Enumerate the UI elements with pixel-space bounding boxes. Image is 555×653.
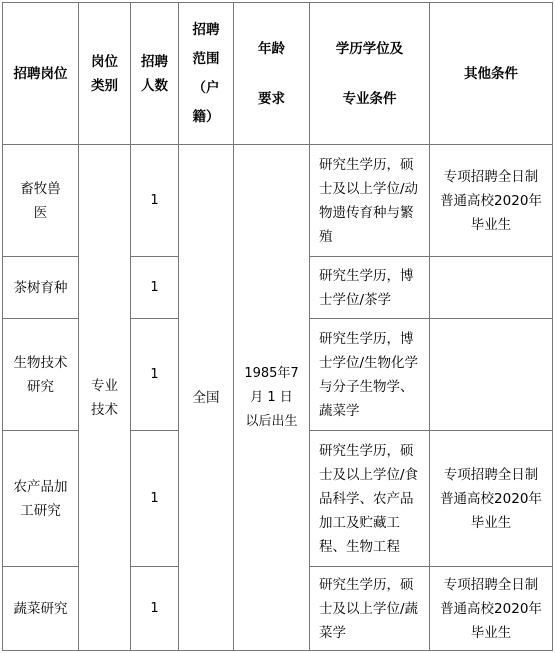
cell-other: 专项招聘全日制 普通高校2020年 毕业生 [430, 567, 553, 651]
recruitment-table [2, 2, 553, 651]
header-row [3, 3, 553, 145]
cell-position: 畜牧兽 医 [3, 145, 79, 257]
cell-count: 1 [131, 145, 179, 257]
cell-other: 专项招聘全日制 普通高校2020年 毕业生 [430, 145, 553, 257]
header-age: 年龄 要求 [234, 3, 310, 145]
header-category: 岗位 类别 [79, 3, 131, 145]
cell-category: 专业 技术 [79, 145, 131, 651]
header-scope: 招聘 范围 （户 籍） [179, 3, 234, 145]
cell-other: 专项招聘全日制 普通高校2020年 毕业生 [430, 431, 553, 567]
cell-position: 生物技术 研究 [3, 319, 79, 431]
cell-scope: 全国 [179, 145, 234, 651]
cell-education: 研究生学历，博 士学位/茶学 [310, 257, 430, 319]
cell-age: 1985年7 月 1 日 以后出生 [234, 145, 310, 651]
cell-count: 1 [131, 567, 179, 651]
table-row [3, 145, 553, 257]
cell-education: 研究生学历，硕 士及以上学位/动 物遗传育种与繁 殖 [310, 145, 430, 257]
cell-other [430, 319, 553, 431]
header-count: 招聘 人数 [131, 3, 179, 145]
cell-other [430, 257, 553, 319]
header-other: 其他条件 [430, 3, 553, 145]
cell-count: 1 [131, 257, 179, 319]
cell-count: 1 [131, 431, 179, 567]
cell-count: 1 [131, 319, 179, 431]
header-education: 学历学位及 专业条件 [310, 3, 430, 145]
header-position: 招聘岗位 [3, 3, 79, 145]
cell-position: 农产品加 工研究 [3, 431, 79, 567]
cell-position: 茶树育种 [3, 257, 79, 319]
cell-education: 研究生学历，硕 士及以上学位/蔬 菜学 [310, 567, 430, 651]
cell-position: 蔬菜研究 [3, 567, 79, 651]
cell-education: 研究生学历，硕 士及以上学位/食 品科学、农产品 加工及贮藏工 程、生物工程 [310, 431, 430, 567]
cell-education: 研究生学历，博 士学位/生物化学 与分子生物学、 蔬菜学 [310, 319, 430, 431]
